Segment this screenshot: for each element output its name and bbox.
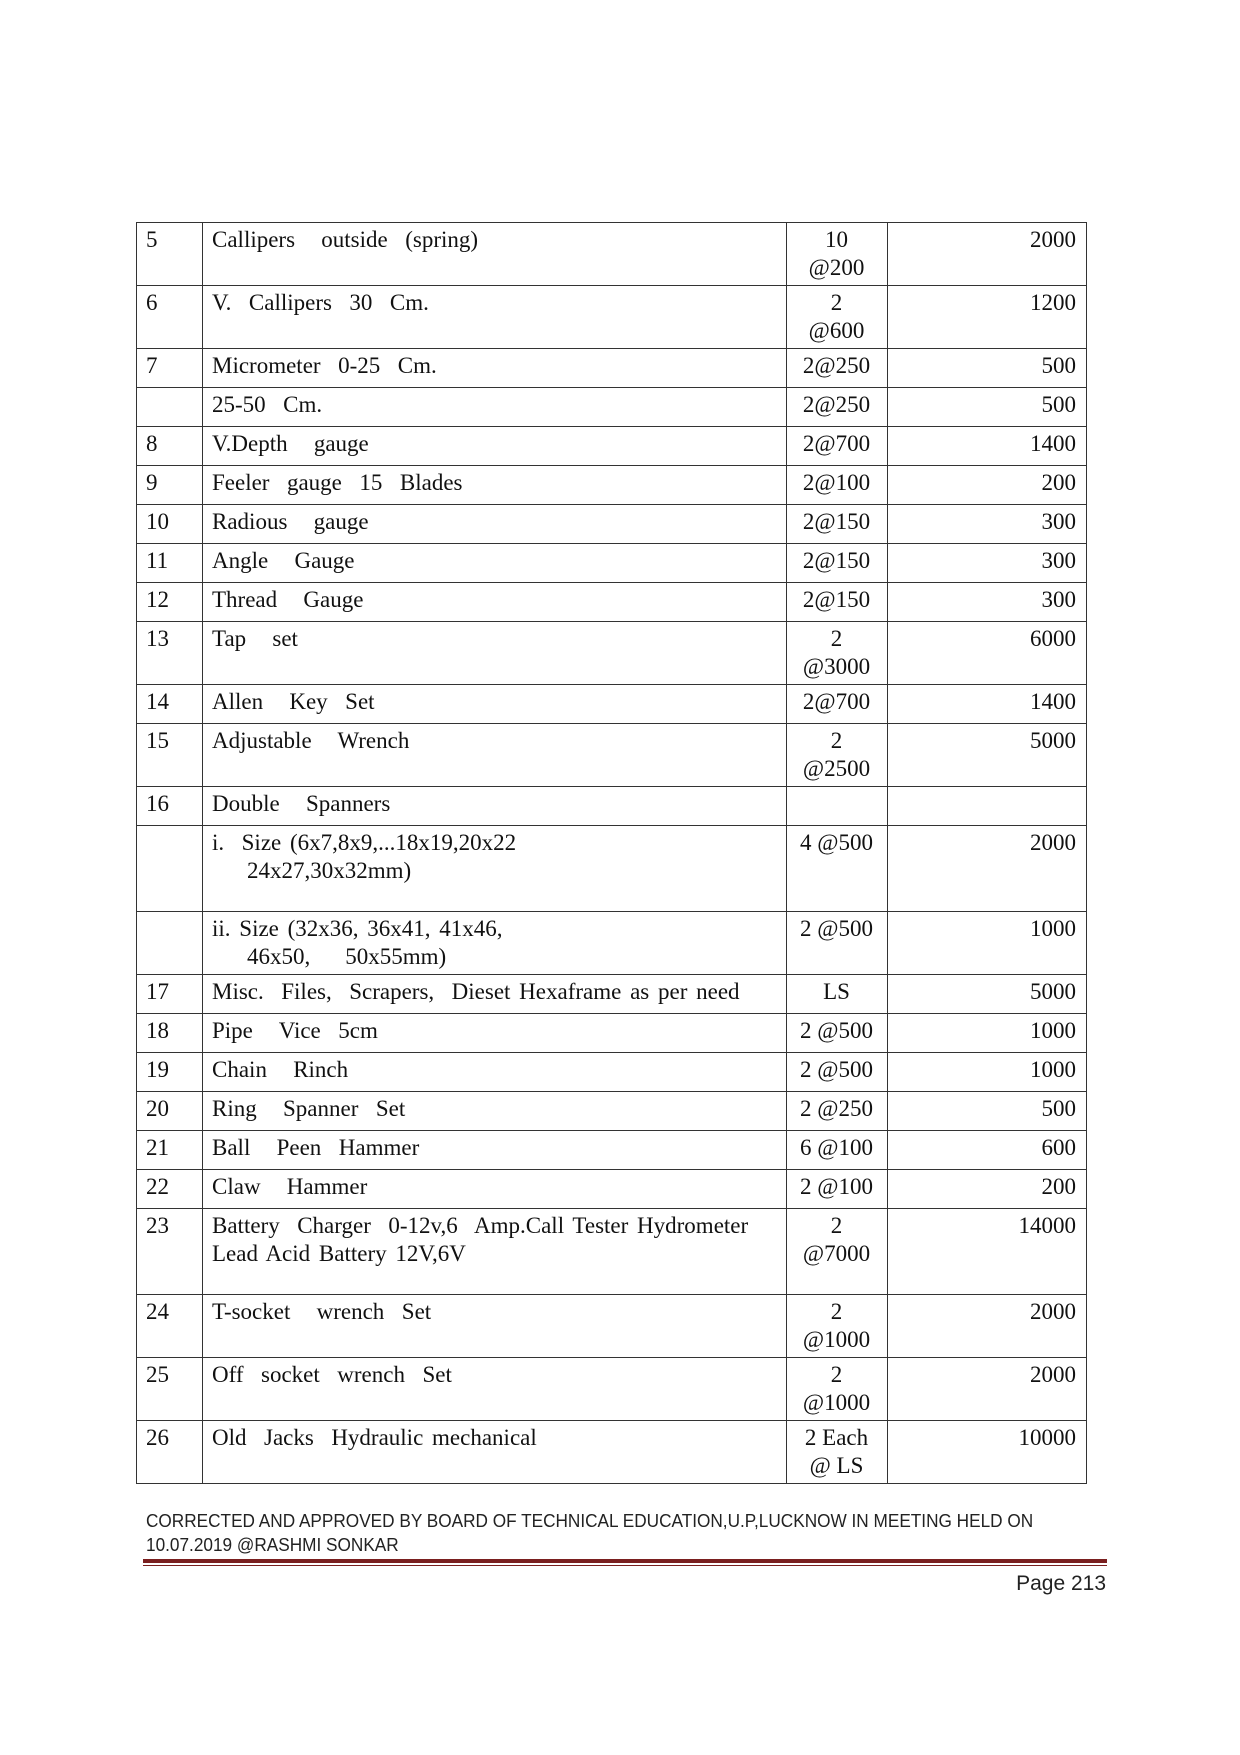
quantity-rate: 2@700 (787, 427, 888, 466)
item-description: Radious gauge (203, 505, 787, 544)
item-description: V.Depth gauge (203, 427, 787, 466)
table-row (137, 1295, 1087, 1358)
quantity-rate: 6 @100 (787, 1131, 888, 1170)
quantity-rate: 2 @600 (787, 286, 888, 349)
quantity-rate: LS (787, 975, 888, 1014)
item-description: Ball Peen Hammer (203, 1131, 787, 1170)
item-description: ii. Size (32x36, 36x41, 41x46, 46x50, 50x55mm) (203, 912, 787, 975)
table-body (137, 223, 1087, 1484)
footer-divider-thin (143, 1565, 1107, 1566)
item-description: Battery Charger 0-12v,6 Amp.Call Tester Hydrometer Lead Acid Battery 12V,6V (203, 1209, 787, 1295)
table-row (137, 1209, 1087, 1295)
table-row (137, 544, 1087, 583)
amount: 1000 (888, 912, 1087, 975)
quantity-rate: 2 @7000 (787, 1209, 888, 1295)
amount: 1200 (888, 286, 1087, 349)
item-description: Tap set (203, 622, 787, 685)
quantity-rate: 2@100 (787, 466, 888, 505)
table-row (137, 622, 1087, 685)
quantity-rate (787, 787, 888, 826)
item-description: Double Spanners (203, 787, 787, 826)
table-row (137, 975, 1087, 1014)
table-row (137, 1092, 1087, 1131)
item-description: V. Callipers 30 Cm. (203, 286, 787, 349)
quantity-rate: 2 @500 (787, 912, 888, 975)
item-description: Misc. Files, Scrapers, Dieset Hexaframe as per need (203, 975, 787, 1014)
table-row (137, 223, 1087, 286)
row-number: 14 (137, 685, 203, 724)
quantity-rate: 2 @2500 (787, 724, 888, 787)
row-number: 24 (137, 1295, 203, 1358)
amount: 2000 (888, 826, 1087, 912)
row-number: 6 (137, 286, 203, 349)
row-number: 12 (137, 583, 203, 622)
quantity-rate: 2 @3000 (787, 622, 888, 685)
footer-divider-thick (143, 1559, 1107, 1563)
row-number: 9 (137, 466, 203, 505)
amount: 200 (888, 466, 1087, 505)
item-description: Claw Hammer (203, 1170, 787, 1209)
amount: 1400 (888, 685, 1087, 724)
item-description: Micrometer 0-25 Cm. (203, 349, 787, 388)
row-number: 11 (137, 544, 203, 583)
quantity-rate: 2@700 (787, 685, 888, 724)
amount: 10000 (888, 1421, 1087, 1484)
table-row (137, 427, 1087, 466)
amount: 200 (888, 1170, 1087, 1209)
amount: 500 (888, 388, 1087, 427)
item-description: i. Size (6x7,8x9,...18x19,20x22 24x27,30x32mm) (203, 826, 787, 912)
amount: 300 (888, 583, 1087, 622)
row-number (137, 826, 203, 912)
amount (888, 787, 1087, 826)
table-row (137, 685, 1087, 724)
amount: 2000 (888, 1295, 1087, 1358)
row-number: 22 (137, 1170, 203, 1209)
item-description: T-socket wrench Set (203, 1295, 787, 1358)
item-description: Callipers outside (spring) (203, 223, 787, 286)
row-number: 10 (137, 505, 203, 544)
table-row (137, 724, 1087, 787)
table-row (137, 826, 1087, 912)
quantity-rate: 2 Each @ LS (787, 1421, 888, 1484)
quantity-rate: 4 @500 (787, 826, 888, 912)
row-number (137, 912, 203, 975)
table-row (137, 1131, 1087, 1170)
item-description: 25-50 Cm. (203, 388, 787, 427)
amount: 500 (888, 1092, 1087, 1131)
quantity-rate: 2 @1000 (787, 1358, 888, 1421)
amount: 300 (888, 544, 1087, 583)
quantity-rate: 2 @250 (787, 1092, 888, 1131)
table-row (137, 286, 1087, 349)
item-description: Adjustable Wrench (203, 724, 787, 787)
row-number: 16 (137, 787, 203, 826)
amount: 6000 (888, 622, 1087, 685)
amount: 1000 (888, 1014, 1087, 1053)
quantity-rate: 2 @100 (787, 1170, 888, 1209)
row-number: 17 (137, 975, 203, 1014)
quantity-rate: 2@150 (787, 505, 888, 544)
page-number: Page 213 (1016, 1572, 1106, 1595)
equipment-cost-table (136, 222, 1087, 1484)
amount: 5000 (888, 975, 1087, 1014)
item-description: Old Jacks Hydraulic mechanical (203, 1421, 787, 1484)
approval-footer-text: CORRECTED AND APPROVED BY BOARD OF TECHNICAL EDUCATION,U.P,LUCKNOW IN MEETING HELD ON 10.07.2019 @RASHMI SONKAR (146, 1510, 1034, 1555)
item-description: Off socket wrench Set (203, 1358, 787, 1421)
item-description: Feeler gauge 15 Blades (203, 466, 787, 505)
row-number: 8 (137, 427, 203, 466)
table-row (137, 1170, 1087, 1209)
quantity-rate: 2 @500 (787, 1053, 888, 1092)
table-row (137, 505, 1087, 544)
row-number: 26 (137, 1421, 203, 1484)
item-description: Thread Gauge (203, 583, 787, 622)
row-number: 5 (137, 223, 203, 286)
amount: 5000 (888, 724, 1087, 787)
row-number: 18 (137, 1014, 203, 1053)
item-description: Ring Spanner Set (203, 1092, 787, 1131)
amount: 600 (888, 1131, 1087, 1170)
table-row (137, 466, 1087, 505)
quantity-rate: 2@150 (787, 544, 888, 583)
amount: 2000 (888, 1358, 1087, 1421)
row-number: 20 (137, 1092, 203, 1131)
row-number: 7 (137, 349, 203, 388)
quantity-rate: 2@150 (787, 583, 888, 622)
row-number: 19 (137, 1053, 203, 1092)
row-number: 25 (137, 1358, 203, 1421)
amount: 2000 (888, 223, 1087, 286)
item-description: Angle Gauge (203, 544, 787, 583)
quantity-rate: 2@250 (787, 388, 888, 427)
quantity-rate: 2 @1000 (787, 1295, 888, 1358)
amount: 1400 (888, 427, 1087, 466)
table-row (137, 349, 1087, 388)
amount: 14000 (888, 1209, 1087, 1295)
table-row (137, 388, 1087, 427)
table-row (137, 583, 1087, 622)
amount: 300 (888, 505, 1087, 544)
row-number: 21 (137, 1131, 203, 1170)
item-description: Pipe Vice 5cm (203, 1014, 787, 1053)
item-description: Allen Key Set (203, 685, 787, 724)
table-row (137, 1053, 1087, 1092)
table-row (137, 1358, 1087, 1421)
row-number: 15 (137, 724, 203, 787)
table-row (137, 1014, 1087, 1053)
amount: 1000 (888, 1053, 1087, 1092)
quantity-rate: 2 @500 (787, 1014, 888, 1053)
row-number: 13 (137, 622, 203, 685)
quantity-rate: 2@250 (787, 349, 888, 388)
row-number (137, 388, 203, 427)
amount: 500 (888, 349, 1087, 388)
item-description: Chain Rinch (203, 1053, 787, 1092)
table-row (137, 912, 1087, 975)
row-number: 23 (137, 1209, 203, 1295)
quantity-rate: 10 @200 (787, 223, 888, 286)
table-row (137, 787, 1087, 826)
table-row (137, 1421, 1087, 1484)
